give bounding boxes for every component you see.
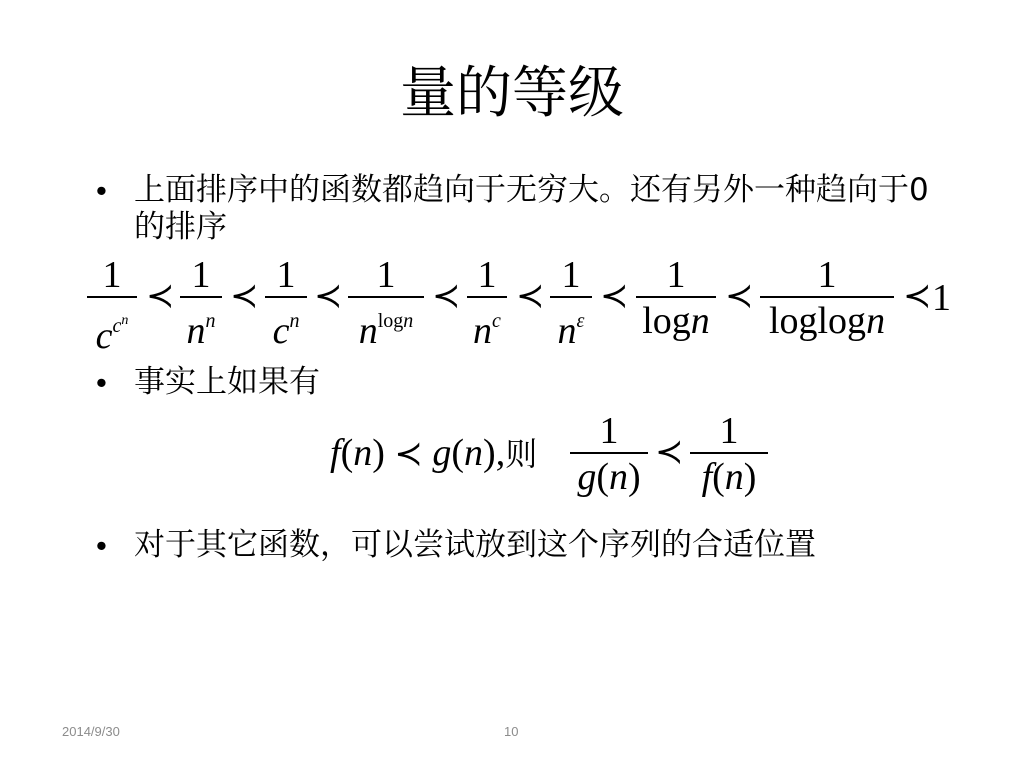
bullet-item-2 xyxy=(96,364,946,401)
bullet-item-3 xyxy=(96,527,946,564)
fraction-1-over-c-n: 1 $c^n$ xyxy=(265,254,307,342)
precedes-symbol: ≺ xyxy=(432,276,461,316)
fraction-1-over-log-n: 1 logn xyxy=(636,254,716,342)
fraction-1-over-n-log-n: 1 $n^{logn}$ xyxy=(348,254,424,342)
fraction-1-over-g-n: 1 g(n) xyxy=(570,410,648,498)
bullet-text: 上面排序中的函数都趋向于无穷大。还有另外一种趋向于0的排序 xyxy=(134,172,929,245)
bullet-dot: • xyxy=(96,173,107,208)
bullet-text: 事实上如果有 xyxy=(134,364,320,400)
bullet-text: 对于其它函数，可以尝试放到这个序列的合适位置 xyxy=(134,527,816,563)
bullet-dot: • xyxy=(96,528,107,563)
fraction-1-over-loglog-n: 1 loglogn xyxy=(760,254,894,342)
precedes-symbol: ≺ xyxy=(903,276,932,316)
precedes-symbol: ≺ xyxy=(314,276,343,316)
constant-one: 1 xyxy=(932,277,951,319)
fraction-1-over-f-n: 1 f(n) xyxy=(690,410,768,498)
footer-date: 2014/9/30 xyxy=(62,724,120,739)
fraction-1-over-c-c-n: 1 $c^{c^n}$ xyxy=(87,254,137,342)
premise-expression: f(n) ≺ g(n),则 xyxy=(330,432,538,474)
precedes-symbol: ≺ xyxy=(516,276,545,316)
precedes-symbol: ≺ xyxy=(725,276,754,316)
fraction-1-over-n-epsilon: 1 $n^\varepsilon$ xyxy=(550,254,592,342)
slide-title: 量的等级 xyxy=(400,61,624,126)
fraction-1-over-n-n: 1 $n^n$ xyxy=(180,254,222,342)
precedes-symbol: ≺ xyxy=(146,276,175,316)
precedes-symbol: ≺ xyxy=(600,276,629,316)
footer-page-number: 10 xyxy=(504,724,519,739)
bullet-item-1 xyxy=(96,172,946,246)
precedes-symbol: ≺ xyxy=(230,276,259,316)
bullet-dot: • xyxy=(96,365,107,400)
precedes-symbol: ≺ xyxy=(655,432,684,472)
fraction-1-over-n-c: 1 $n^c$ xyxy=(467,254,507,342)
